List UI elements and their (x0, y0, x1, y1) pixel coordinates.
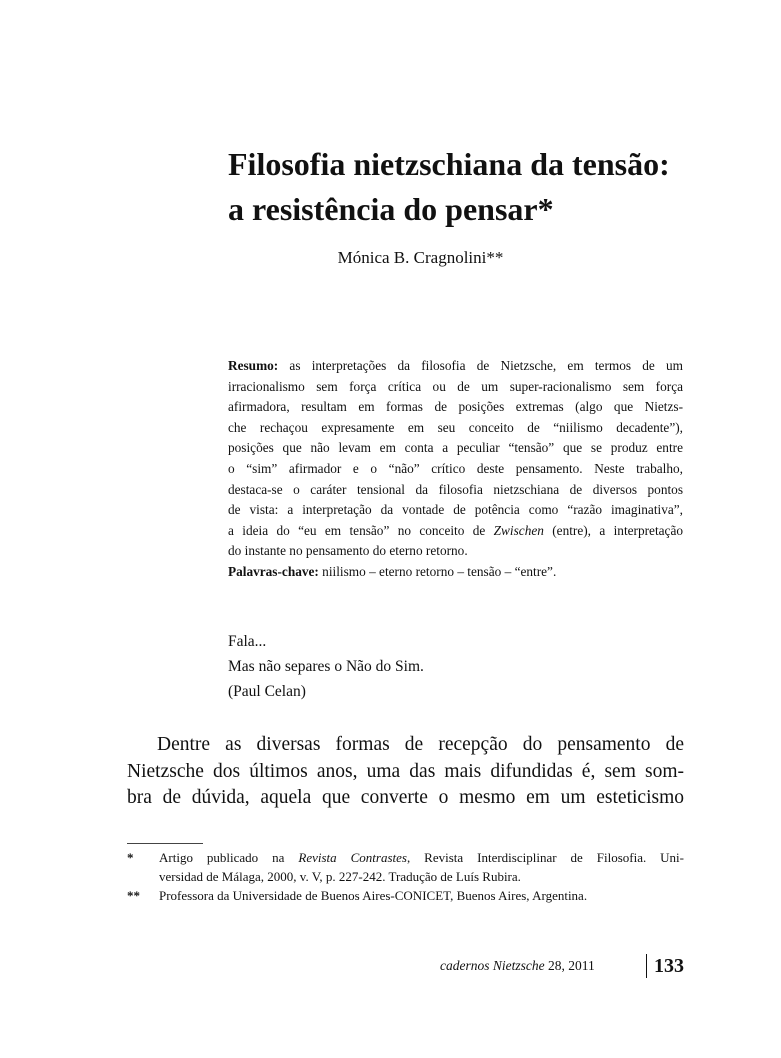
body-paragraph (127, 732, 684, 812)
footnote-line: Artigo publicado na Revista Contrastes, Revista Interdisciplinar de Filosofia. Uni- (159, 850, 685, 865)
abstract-line: do instante no pensamento do eterno retorno. (228, 543, 468, 559)
footnote-line: versidad de Málaga, 2000, v. V, p. 227-242. Tradução de Luís Rubira. (159, 869, 521, 884)
epigraph-line-1: Fala... (228, 633, 267, 650)
abstract-line: o “sim” afirmador e o “não” crítico deste pensamento. Neste trabalho, (228, 460, 683, 476)
footnote-2 (127, 886, 684, 905)
footnote-divider (127, 843, 203, 844)
abstract-line: irracionalismo sem força crítica ou de um super-racionalismo sem força (228, 378, 683, 394)
abstract-line: che rechaçou expresamente em seu conceito de “niilismo decadente”), (228, 419, 683, 435)
footnote-line: Professora da Universidade de Buenos Aires-CONICET, Buenos Aires, Argentina. (159, 888, 588, 903)
abstract-line: a ideia do “eu em tensão” no conceito de Zwischen (entre), a interpretação (228, 522, 683, 538)
epigraph-attribution: (Paul Celan) (228, 683, 306, 700)
title-line-1: Filosofia nietzschiana da tensão: (228, 146, 670, 182)
article-title (228, 142, 748, 232)
body-line: Dentre as diversas formas de recepção do pensamento de (157, 734, 684, 755)
footnote-1 (127, 848, 684, 886)
journal-issue: 28, 2011 (544, 958, 595, 973)
author-name: Mónica B. Cragnolini** (337, 248, 504, 267)
page-number: 133 (654, 955, 684, 977)
abstract-line: Resumo: as interpretações da filosofia de Nietzsche, em termos de um (228, 358, 683, 373)
abstract-line: de vista: a interpretação da vontade de potência como “razão imaginativa”, (228, 502, 683, 518)
body-line: Nietzsche dos últimos anos, uma das mais difundidas é, sem som- (127, 760, 684, 782)
body-line: bra de dúvida, aquela que converte o mesmo em um esteticismo (127, 787, 684, 808)
page-footer (440, 955, 684, 977)
footnotes (127, 848, 684, 905)
abstract-line: posições que não levam em conta a peculiar “tensão” que se produz entre (228, 440, 683, 456)
abstract (228, 356, 683, 583)
footnote-mark: * (127, 850, 134, 865)
epigraph (228, 629, 424, 704)
journal-name: Revista Contrastes (298, 850, 407, 865)
abstract-label: Resumo: (228, 358, 279, 373)
zwischen-term: Zwischen (493, 522, 544, 538)
footnote-mark: ** (127, 888, 140, 903)
keywords-label: Palavras-chave: (228, 563, 319, 579)
keywords-line (228, 562, 683, 583)
keywords: niilismo – eterno retorno – tensão – “entre”. (318, 563, 557, 579)
abstract-line: afirmadora, resultam em formas de posições extremas (algo que Nietzs- (228, 399, 683, 415)
title-line-2: a resistência do pensar* (228, 191, 554, 227)
epigraph-line-2: Mas não separes o Não do Sim. (228, 658, 424, 675)
footer-separator (646, 954, 647, 978)
journal-title: cadernos Nietzsche (440, 958, 545, 973)
abstract-line: destaca-se o caráter tensional da filosofia nietzschiana de diversos pontos (228, 481, 683, 497)
